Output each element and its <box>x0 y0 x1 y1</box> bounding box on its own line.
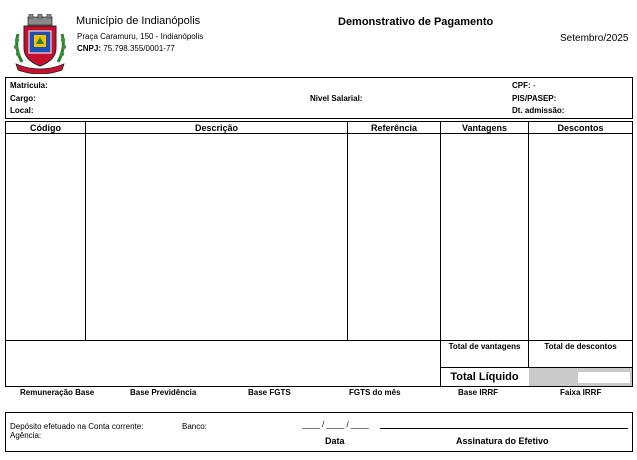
total-vantagens-label: Total de vantagens <box>448 342 521 351</box>
cnpj-line <box>77 44 175 53</box>
signature-label: Assinatura do Efetivo <box>456 436 549 446</box>
base-fgts-label: Base FGTS <box>248 388 291 397</box>
pis-pasep-label: PIS/PASEP: <box>512 94 557 103</box>
matricula-label: Matricula: <box>10 81 48 90</box>
total-liquido-value <box>578 372 630 383</box>
column-header-descontos: Descontos <box>557 123 604 133</box>
column-header-descricao: Descrição <box>194 123 239 133</box>
municipality-name: Município de Indianópolis <box>76 15 201 27</box>
total-descontos-label: Total de descontos <box>544 342 617 351</box>
base-previdencia-label: Base Previdência <box>130 388 197 397</box>
cpf-value: - <box>532 81 536 90</box>
nivel-salarial-label: Nivel Salarial: <box>310 94 363 103</box>
remuneracao-base-label: Remuneração Base <box>20 388 95 397</box>
column-header-codigo: Código <box>30 123 61 133</box>
cpf-label: CPF: <box>512 81 531 90</box>
data-label: Data <box>325 436 345 446</box>
table-header-divider <box>5 133 633 134</box>
cnpj-value: 75.798.355/0001-77 <box>103 44 175 53</box>
cpf-line <box>512 81 536 90</box>
base-irrf-label: Base IRRF <box>458 388 499 397</box>
footer-box <box>5 412 633 452</box>
column-header-referencia: Referência <box>370 123 418 133</box>
agencia-label: Agência: <box>10 431 42 440</box>
document-title: Demonstrativo de Pagamento <box>338 16 494 28</box>
local-label: Local: <box>10 106 34 115</box>
admission-date-label: Dt. admissão: <box>512 106 565 115</box>
column-divider <box>528 121 529 367</box>
column-divider <box>85 121 86 340</box>
payment-period: Setembro/2025 <box>560 33 629 44</box>
date-blank: ____ / ____ / ____ <box>302 420 369 429</box>
table-body-bottom <box>5 340 633 341</box>
coat-of-arms-logo <box>12 14 68 74</box>
faixa-irrf-label: Faixa IRRF <box>560 388 602 397</box>
total-liquido-label: Total Líquido <box>450 371 519 383</box>
deposit-text: Depósito efetuado na Conta corrente: <box>10 422 144 431</box>
banco-label: Banco: <box>182 422 207 431</box>
cnpj-label: CNPJ: <box>77 44 102 53</box>
column-divider <box>347 121 348 340</box>
fgts-do-mes-label: FGTS do mês <box>349 388 401 397</box>
column-header-vantagens: Vantagens <box>461 123 508 133</box>
municipality-address: Praça Caramuru, 150 - Indianópolis <box>77 32 204 41</box>
cargo-label: Cargo: <box>10 94 36 103</box>
signature-line <box>380 428 628 429</box>
